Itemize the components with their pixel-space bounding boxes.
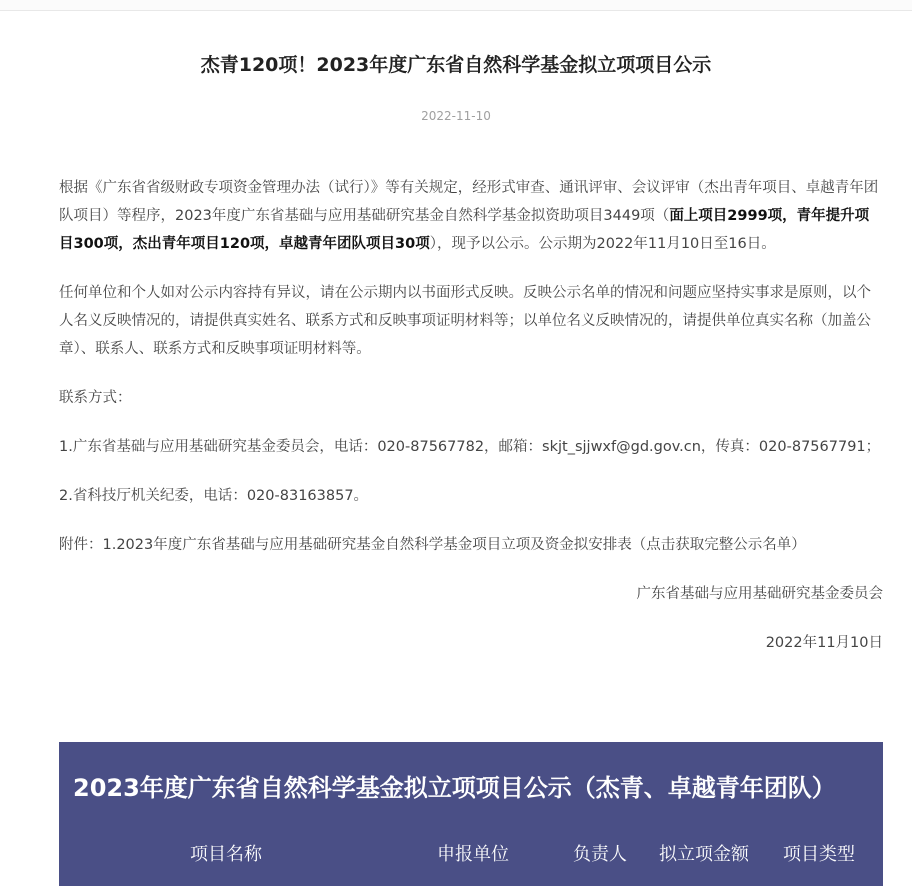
intro-text-start: 根据《广东省省级财政专项资金管理办法（试行）》等有关规定，经形式审查、通讯评审、会议评审（杰出青年项目、卓越青年团队项目）等程序，2023年度广东省基础与应用基础研究基金自然科学基金拟资助项目3449项（ [59,180,879,224]
banner-title: 2023年度广东省自然科学基金拟立项项目公示（杰青、卓越青年团队） [73,774,836,802]
top-border [0,0,912,11]
table-banner [59,742,883,886]
intro-text-end: ），现予以公示。公示期为2022年11月10日至16日。 [429,236,776,252]
column-header-project-name: 项目名称 [190,844,262,865]
attachment-link[interactable]: 附件：1.2023年度广东省基础与应用基础研究基金自然科学基金项目立项及资金拟安排表（点击获取完整公示名单） [59,537,806,553]
article-title: 杰青120项！2023年度广东省自然科学基金拟立项项目公示 [200,54,712,76]
paragraph-intro [59,174,883,258]
intro-bold-counts: 面上项目2999项，青年提升项目300项，杰出青年项目120项，卓越青年团队项目30项 [59,208,870,252]
contact-item-2: 2.省科技厅机关纪委，电话：020-83163857。 [59,488,369,504]
signature-date: 2022年11月10日 [765,635,883,651]
column-header-amount: 拟立项金额 [659,844,749,865]
paragraph-objection: 任何单位和个人如对公示内容持有异议，请在公示期内以书面形式反映。反映公示名单的情况和问题应坚持实事求是原则，以个人名义反映情况的，请提供真实姓名、联系方式和反映事项证明材料等；以单位名义反映情况的，请提供单位真实名称（加盖公章）、联系人、联系方式和反映事项证明材料等。 [59,285,871,357]
contact-heading: 联系方式： [59,390,132,406]
article-body [59,174,883,678]
contact-item-1: 1.广东省基础与应用基础研究基金委员会，电话：020-87567782，邮箱：skjt_sjjwxf@gd.gov.cn，传真：020-87567791； [59,439,881,455]
column-header-leader: 负责人 [573,844,627,865]
column-header-type: 项目类型 [783,844,855,865]
column-header-unit: 申报单位 [437,844,509,865]
article-date: 2022-11-10 [421,109,491,123]
signature-org: 广东省基础与应用基础研究基金委员会 [636,586,883,602]
